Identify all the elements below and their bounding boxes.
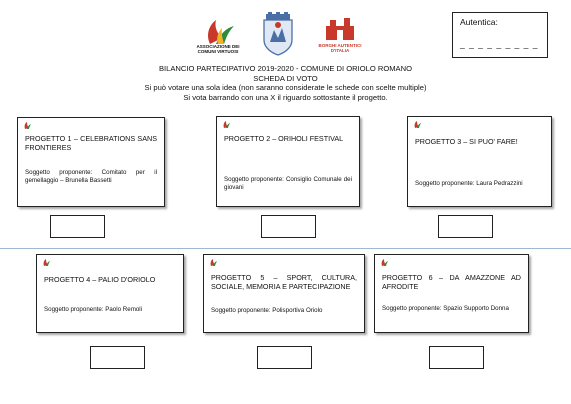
vote-box-project-2[interactable]	[261, 215, 316, 238]
project-card-2	[216, 116, 360, 207]
project-5-subject: Soggetto proponente: Polisportiva Oriolo	[211, 307, 323, 314]
mini-comuni-virtuosi-icon	[209, 258, 217, 267]
project-card-6	[374, 254, 529, 333]
mini-comuni-virtuosi-icon	[380, 258, 388, 267]
ballot-header	[0, 64, 571, 102]
comuni-virtuosi-logo	[196, 14, 240, 48]
ballot-subtitle: SCHEDA DI VOTO	[253, 73, 318, 83]
project-3-title: PROGETTO 3 – SI PUO' FARE!	[415, 137, 518, 146]
project-6-title: PROGETTO 6 – DA AMAZZONE AD AFRODITE	[382, 273, 521, 291]
right-logo-caption: BORGHI AUTENTICI D'ITALIA	[318, 43, 362, 53]
project-2-subject: Soggetto proponente: Consiglio Comunale dei giovani	[224, 176, 352, 192]
section-divider	[0, 248, 571, 249]
authentication-label: Autentica:	[460, 17, 498, 27]
vote-box-project-3[interactable]	[438, 215, 493, 238]
vote-box-project-5[interactable]	[257, 346, 312, 369]
vote-box-project-4[interactable]	[90, 346, 145, 369]
vote-box-project-6[interactable]	[429, 346, 484, 369]
project-card-3	[407, 116, 552, 207]
project-1-subject: Soggetto proponente: Comitato per il gemellaggio – Brunella Bassetti	[25, 169, 157, 185]
vote-box-project-1[interactable]	[50, 215, 105, 238]
oriolo-crest-logo	[260, 12, 296, 56]
project-card-4	[36, 254, 184, 333]
project-2-title: PROGETTO 2 – ORIHOLI FESTIVAL	[224, 134, 344, 143]
mini-comuni-virtuosi-icon	[222, 120, 230, 129]
project-4-subject: Soggetto proponente: Paolo Remoli	[44, 306, 143, 313]
project-card-1	[17, 117, 165, 207]
authentication-signature-line: _ _ _ _ _ _ _ _ _	[460, 39, 539, 49]
ballot-instruction-2: Si vota barrando con una X il riguardo sottostante il progetto.	[183, 92, 388, 102]
borghi-autentici-logo	[322, 16, 358, 42]
project-3-subject: Soggetto proponente: Laura Pedrazzini	[415, 180, 523, 187]
project-6-subject: Soggetto proponente: Spazio Supporto Donna	[382, 305, 509, 312]
ballot-instruction-1: Si può votare una sola idea (non saranno considerate le schede con scelte multiple)	[144, 83, 427, 93]
mini-comuni-virtuosi-icon	[413, 120, 421, 129]
project-5-title: PROGETTO 5 – SPORT, CULTURA, SOCIALE, MEMORIA E PARTECIPAZIONE	[211, 273, 357, 291]
project-card-5	[203, 254, 365, 333]
left-logo-caption: ASSOCIAZIONE DEI COMUNI VIRTUOSI	[196, 44, 240, 54]
project-1-title: PROGETTO 1 – CELEBRATIONS SANS FRONTIERES	[25, 134, 157, 152]
project-4-title: PROGETTO 4 – PALIO D'ORIOLO	[44, 275, 156, 284]
mini-comuni-virtuosi-icon	[23, 121, 31, 130]
authentication-box[interactable]	[452, 12, 548, 58]
mini-comuni-virtuosi-icon	[42, 258, 50, 267]
ballot-title: BILANCIO PARTECIPATIVO 2019-2020 - COMUNE DI ORIOLO ROMANO	[158, 64, 413, 73]
